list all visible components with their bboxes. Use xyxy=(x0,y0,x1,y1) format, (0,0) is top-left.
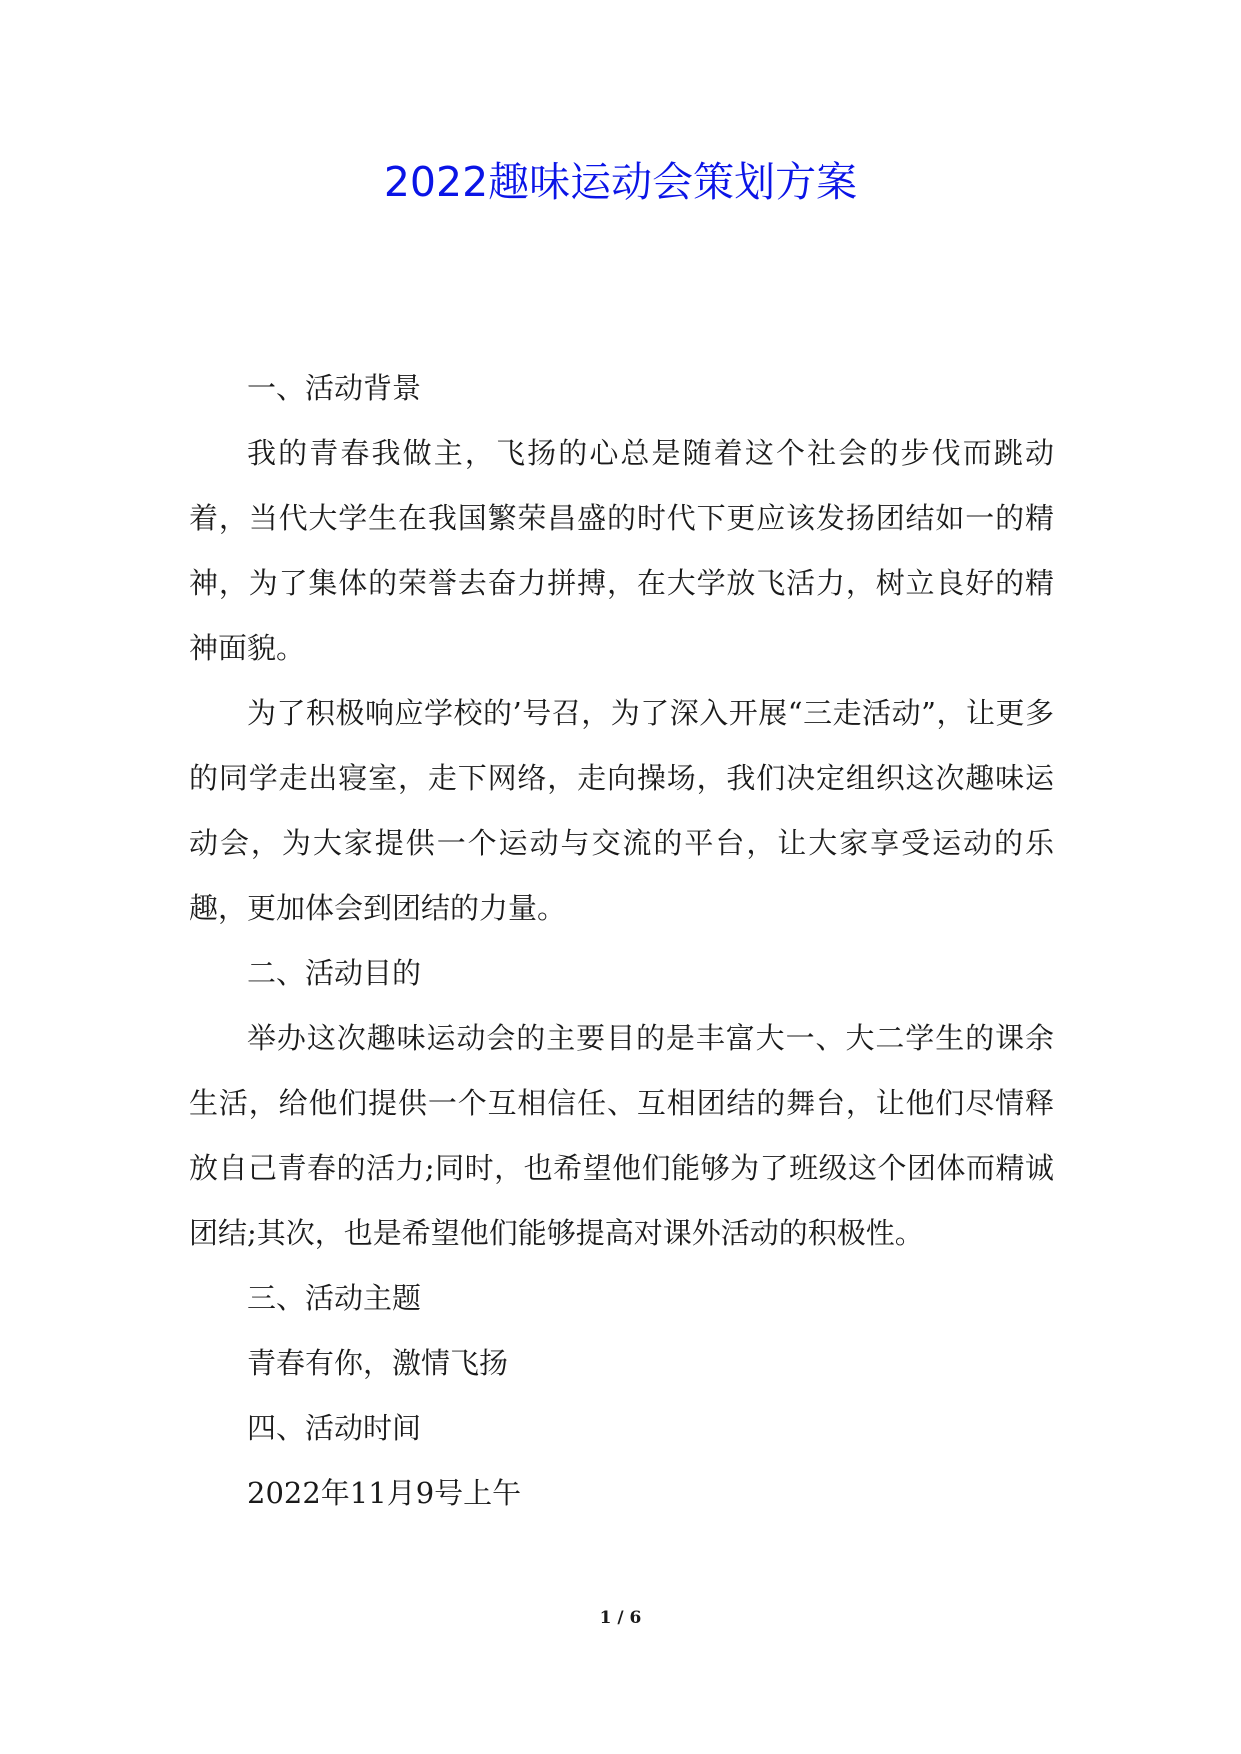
page-number: 1 / 6 xyxy=(599,1608,642,1628)
heading-activity-time: 四、活动时间 xyxy=(247,1411,422,1445)
heading-activity-theme: 三、活动主题 xyxy=(247,1281,422,1315)
heading-activity-background: 一、活动背景 xyxy=(247,371,422,405)
document-body xyxy=(189,356,1054,1526)
document-title: 2022趣味运动会策划方案 xyxy=(383,158,858,206)
paragraph-background-2: 为了积极响应学校的’号召，为了深入开展“三走活动”，让更多的同学走出寝室，走下网络，走向操场，我们决定组织这次趣味运动会，为大家提供一个运动与交流的平台，让大家享受运动的乐趣，更加体会到团结的力量。 xyxy=(189,696,1054,925)
paragraph-background-1: 我的青春我做主，飞扬的心总是随着这个社会的步伐而跳动着，当代大学生在我国繁荣昌盛的时代下更应该发扬团结如一的精神，为了集体的荣誉去奋力拼搏，在大学放飞活力，树立良好的精神面貌。 xyxy=(189,436,1054,665)
heading-activity-purpose: 二、活动目的 xyxy=(247,956,422,990)
paragraph-time: 2022年11月9号上午 xyxy=(247,1476,522,1510)
paragraph-purpose: 举办这次趣味运动会的主要目的是丰富大一、大二学生的课余生活，给他们提供一个互相信任、互相团结的舞台，让他们尽情释放自己青春的活力;同时，也希望他们能够为了班级这个团体而精诚团结;其次，也是希望他们能够提高对课外活动的积极性。 xyxy=(189,1021,1054,1250)
paragraph-theme: 青春有你，激情飞扬 xyxy=(247,1346,509,1380)
